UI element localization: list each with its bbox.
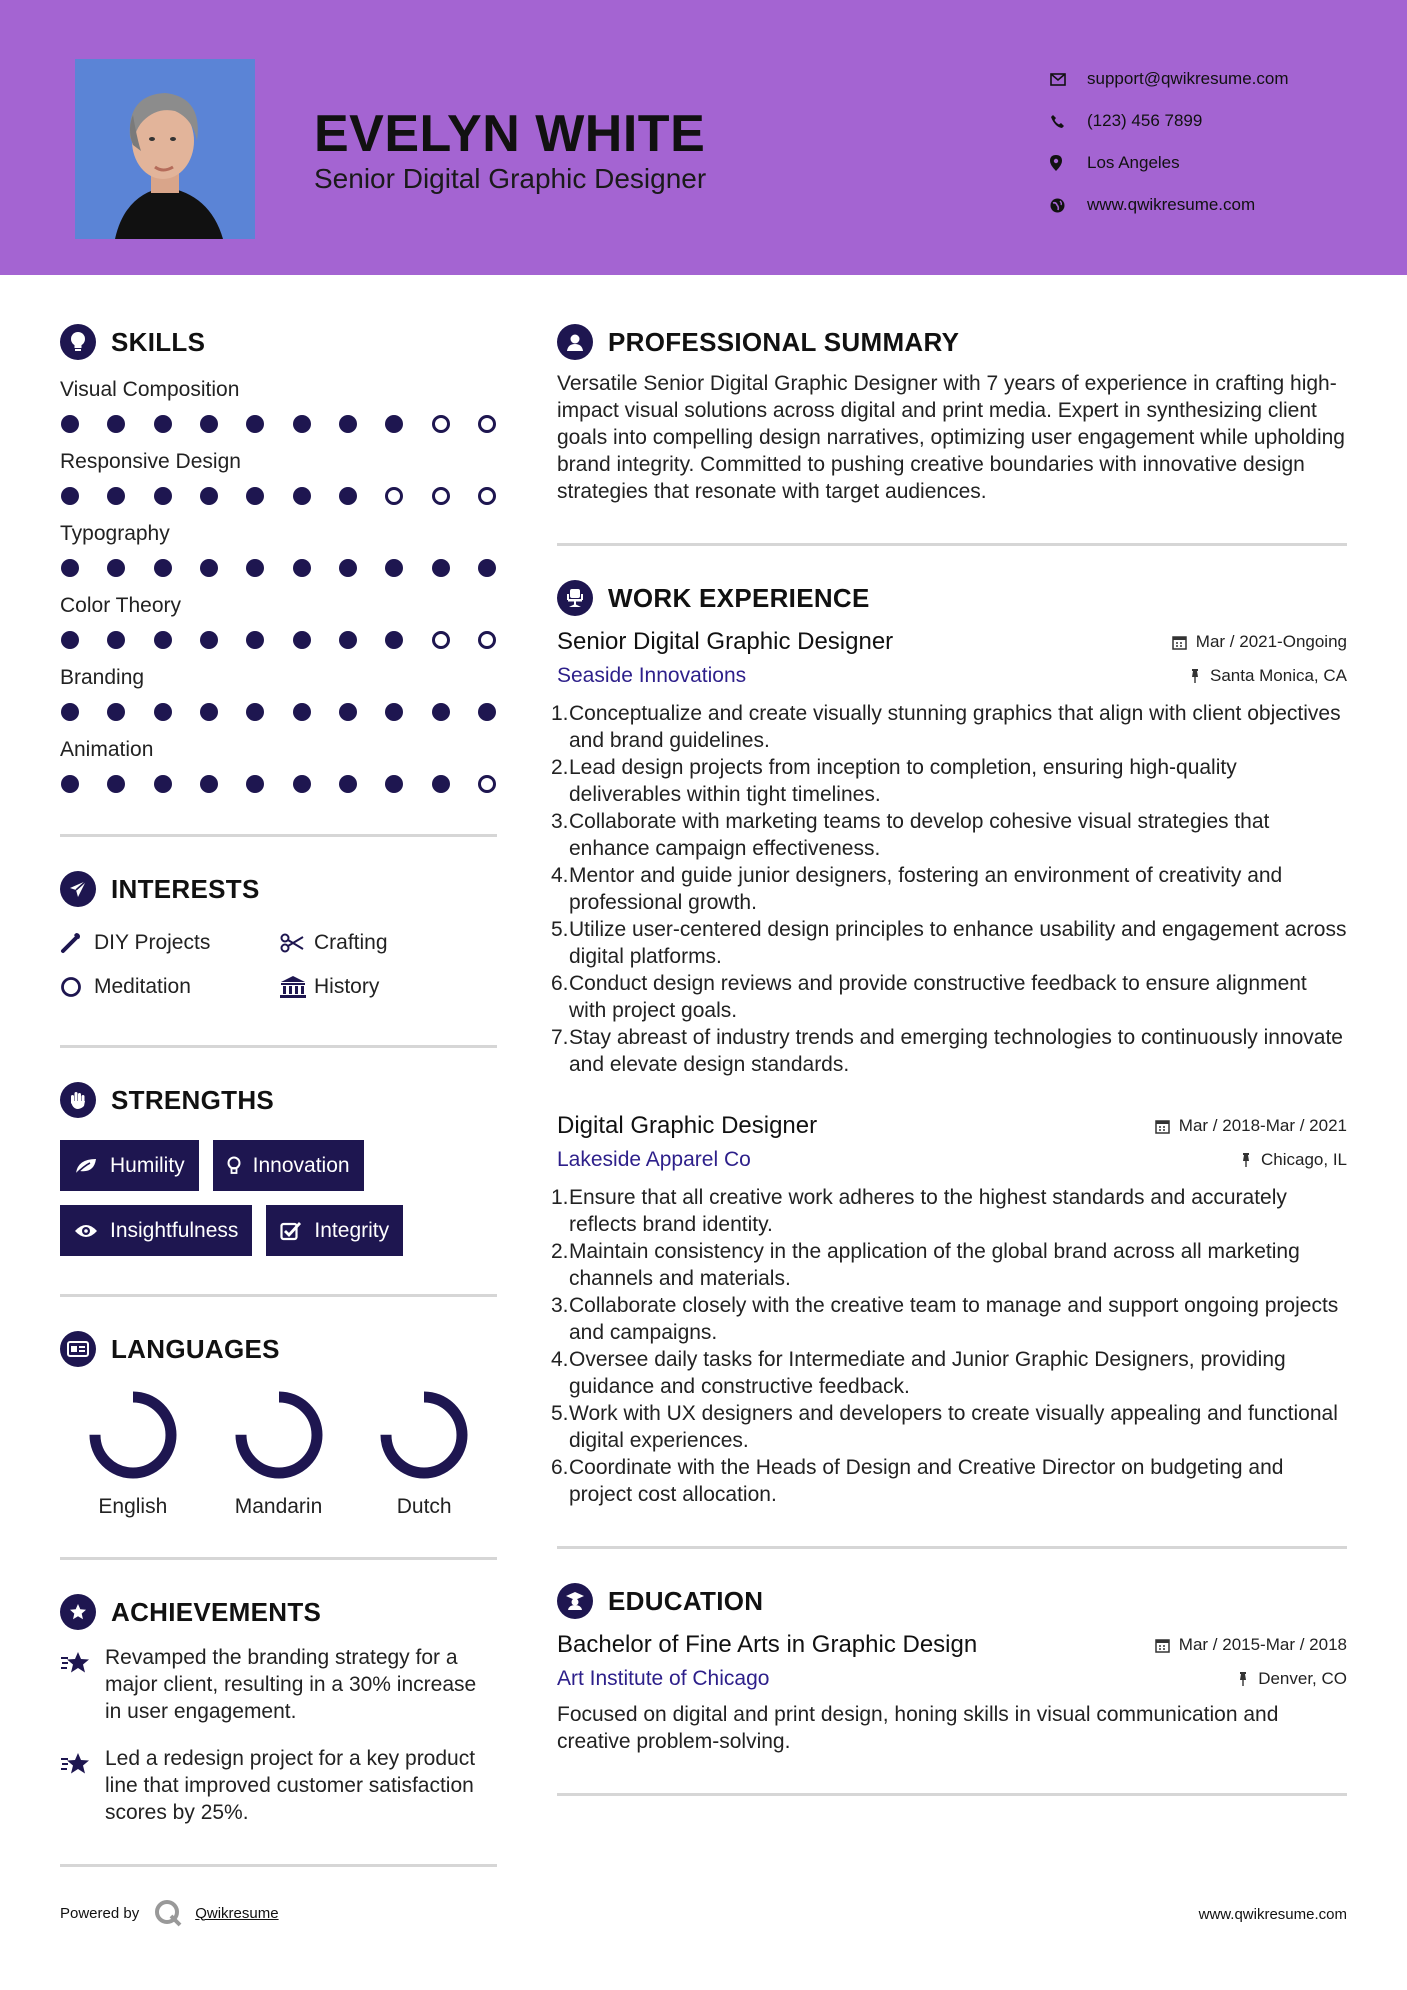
job-company: Seaside Innovations: [557, 664, 747, 687]
achievements-title: ACHIEVEMENTS: [111, 1596, 322, 1627]
rating-dot-filled: [61, 631, 79, 649]
job-dates: Mar / 2018-Mar / 2021: [1155, 1116, 1347, 1136]
museum-icon: [280, 975, 314, 999]
calendar-icon: [1155, 1638, 1170, 1653]
rating-dot-filled: [385, 559, 403, 577]
list-item: 3. Collaborate closely with the creative team to manage and support ongoing projects and campaigns.: [551, 1294, 1339, 1344]
skill-name: Branding: [60, 666, 145, 689]
strength-tag-innovation: Innovation: [213, 1140, 364, 1191]
list-item: 6. Conduct design reviews and provide constructive feedback to ensure alignment with project goals.: [551, 972, 1307, 1022]
rating-dot-filled: [432, 775, 450, 793]
rating-dot-filled: [246, 487, 264, 505]
rating-dot-filled: [339, 775, 357, 793]
job-responsibilities: [551, 1184, 1347, 1508]
section-divider: [557, 543, 1347, 546]
rating-dot-empty: [478, 415, 496, 433]
degree-title: Bachelor of Fine Arts in Graphic Design: [557, 1631, 978, 1658]
rating-dot-filled: [339, 559, 357, 577]
rating-dot-filled: [246, 415, 264, 433]
education-dates: Mar / 2015-Mar / 2018: [1155, 1635, 1347, 1655]
job-company: Lakeside Apparel Co: [557, 1148, 751, 1171]
interest-history: History: [280, 973, 497, 1001]
rating-dot-filled: [154, 487, 172, 505]
rating-dot-filled: [339, 487, 357, 505]
rating-dot-filled: [154, 775, 172, 793]
rating-dot-filled: [107, 415, 125, 433]
rating-dot-filled: [154, 703, 172, 721]
interest-meditation: Meditation: [60, 973, 280, 1001]
paper-plane-icon: [60, 871, 96, 907]
phone-icon: [1050, 114, 1087, 129]
languages-list: [60, 1389, 497, 1519]
rating-dot-filled: [339, 703, 357, 721]
interest-crafting: Crafting: [280, 929, 497, 957]
experience-section: [551, 576, 1347, 1549]
summary-title: PROFESSIONAL SUMMARY: [608, 326, 960, 357]
qwikresume-logo-icon: [153, 1898, 183, 1928]
envelope-icon: [1050, 73, 1087, 86]
rating-dot-filled: [200, 487, 218, 505]
circle-icon: [60, 976, 94, 998]
wrench-icon: [60, 932, 94, 954]
list-item: 1. Ensure that all creative work adheres to the highest standards and accurately reflects brand identity.: [551, 1186, 1287, 1236]
profile-photo: [75, 59, 255, 239]
graduate-icon: [557, 1583, 593, 1619]
achievements-section: [60, 1590, 497, 1867]
language-ring: [233, 1389, 325, 1481]
user-icon: [557, 324, 593, 360]
rating-dot-filled: [107, 559, 125, 577]
achievement-item: Revamped the branding strategy for a major client, resulting in a 30% increase in user engagement.: [60, 1644, 497, 1725]
skill-rating: [60, 700, 497, 724]
rating-dot-filled: [154, 631, 172, 649]
rating-dot-filled: [293, 559, 311, 577]
calendar-icon: [1155, 1119, 1170, 1134]
achievement-item: Led a redesign project for a key product line that improved customer satisfaction scores by 25%.: [60, 1745, 497, 1826]
education-title: EDUCATION: [608, 1585, 764, 1616]
skill-name: Visual Composition: [60, 378, 240, 401]
rating-dot-filled: [61, 703, 79, 721]
rating-dot-filled: [200, 415, 218, 433]
language-item: [351, 1389, 497, 1519]
rating-dot-filled: [293, 415, 311, 433]
education-description: Focused on digital and print design, honing skills in visual communication and creative problem-solving.: [557, 1703, 1279, 1753]
rating-dot-filled: [293, 775, 311, 793]
rating-dot-filled: [154, 415, 172, 433]
rating-dot-filled: [246, 559, 264, 577]
section-divider: [60, 1294, 497, 1297]
rating-dot-filled: [385, 775, 403, 793]
job-location: Chicago, IL: [1240, 1150, 1347, 1170]
skill-rating: [60, 556, 497, 580]
section-divider: [60, 1045, 497, 1048]
footer-powered-by: Powered by Qwikresume: [60, 1898, 279, 1928]
interests-title: INTERESTS: [111, 873, 260, 904]
checkbox-icon: [280, 1221, 302, 1241]
skill-name: Responsive Design: [60, 450, 241, 473]
skill-rating: [60, 628, 497, 652]
skill-rating: [60, 412, 497, 436]
rating-dot-filled: [200, 775, 218, 793]
rating-dot-filled: [246, 775, 264, 793]
skills-list: [60, 378, 497, 796]
contact-list: [1050, 58, 1289, 226]
globe-icon: [1050, 198, 1087, 213]
skill-name: Color Theory: [60, 594, 181, 617]
rating-dot-filled: [293, 703, 311, 721]
education-section: [557, 1579, 1347, 1796]
job-location: Santa Monica, CA: [1189, 666, 1347, 686]
candidate-name: EVELYN WHITE: [314, 105, 706, 163]
rating-dot-filled: [385, 631, 403, 649]
language-ring: [378, 1389, 470, 1481]
list-item: 7. Stay abreast of industry trends and emerging technologies to continuously innovate and elevate design standards.: [551, 1026, 1343, 1076]
job-responsibilities: [551, 700, 1347, 1078]
interests-section: [60, 867, 497, 1048]
rating-dot-empty: [478, 631, 496, 649]
list-item: 2. Maintain consistency in the application of the global brand across all marketing channels and materials.: [551, 1240, 1300, 1290]
summary-text: Versatile Senior Digital Graphic Designer with 7 years of experience in crafting high-impact visual solutions across digital and print media. Expert in synthesizing client goals into compelling design narratives, optimizing user engagement while upholding brand integrity. Committed to pushing creative boundaries with innovative design strategies that resonate with target audiences.: [557, 372, 1345, 503]
list-item: 4. Mentor and guide junior designers, fostering an environment of creativity and professional growth.: [551, 864, 1283, 914]
rating-dot-empty: [478, 487, 496, 505]
rating-dot-filled: [293, 487, 311, 505]
star-icon: [60, 1745, 105, 1826]
rating-dot-filled: [200, 703, 218, 721]
rating-dot-filled: [385, 703, 403, 721]
job-title: Digital Graphic Designer: [557, 1112, 818, 1139]
rating-dot-empty: [432, 415, 450, 433]
rating-dot-filled: [200, 631, 218, 649]
contact-email[interactable]: support@qwikresume.com: [1050, 58, 1289, 100]
language-level-arc: [95, 1397, 171, 1473]
job-entry: [551, 628, 1347, 1078]
rating-dot-filled: [478, 559, 496, 577]
rating-dot-empty: [478, 775, 496, 793]
list-item: 6. Coordinate with the Heads of Design and Creative Director on budgeting and project cost allocation.: [551, 1456, 1284, 1506]
rating-dot-filled: [432, 703, 450, 721]
qwikresume-link[interactable]: Qwikresume: [195, 1904, 279, 1922]
language-name: Mandarin: [234, 1495, 323, 1518]
experience-title: WORK EXPERIENCE: [608, 582, 870, 613]
strength-tag-insightfulness: Insightfulness: [60, 1205, 252, 1256]
rating-dot-filled: [293, 631, 311, 649]
rating-dot-filled: [200, 559, 218, 577]
skill-name: Typography: [60, 522, 170, 545]
language-name: Dutch: [396, 1495, 452, 1518]
language-item: [206, 1389, 352, 1519]
footer-website[interactable]: www.qwikresume.com: [1198, 1906, 1347, 1923]
pushpin-icon: [1237, 1671, 1249, 1687]
right-column: [551, 320, 1347, 1796]
rating-dot-filled: [107, 703, 125, 721]
language-level-arc: [386, 1397, 462, 1473]
section-divider: [60, 1557, 497, 1560]
rating-dot-empty: [432, 631, 450, 649]
strengths-title: STRENGTHS: [111, 1084, 275, 1115]
contact-location: Los Angeles: [1050, 142, 1289, 184]
job-title: Senior Digital Graphic Designer: [557, 628, 894, 655]
languages-title: LANGUAGES: [111, 1333, 280, 1364]
rating-dot-filled: [339, 415, 357, 433]
pushpin-icon: [1189, 668, 1201, 684]
skill-name: Animation: [60, 738, 154, 761]
language-ring: [87, 1389, 179, 1481]
rating-dot-filled: [61, 487, 79, 505]
rating-dot-empty: [432, 487, 450, 505]
hand-icon: [60, 1082, 96, 1118]
list-item: 1. Conceptualize and create visually stunning graphics that align with client objectives and brand guidelines.: [551, 702, 1341, 752]
pushpin-icon: [1240, 1152, 1252, 1168]
star-icon: [60, 1644, 105, 1725]
strength-tag-humility: Humility: [60, 1140, 199, 1191]
section-divider: [60, 1864, 497, 1867]
leaf-icon: [74, 1157, 98, 1175]
rating-dot-filled: [107, 631, 125, 649]
section-divider: [557, 1546, 1347, 1549]
rating-dot-filled: [107, 775, 125, 793]
strength-tag-integrity: Integrity: [266, 1205, 403, 1256]
id-card-icon: [60, 1331, 96, 1367]
strengths-section: [60, 1078, 497, 1297]
list-item: 2. Lead design projects from inception to completion, ensuring high-quality deliverables within tight timelines.: [551, 756, 1237, 806]
lightbulb-icon: [227, 1156, 241, 1176]
section-divider: [60, 834, 497, 837]
left-column: [60, 320, 497, 1867]
rating-dot-filled: [246, 703, 264, 721]
office-chair-icon: [557, 580, 593, 616]
rating-dot-filled: [154, 559, 172, 577]
eye-icon: [74, 1223, 98, 1239]
language-item: [60, 1389, 206, 1519]
rating-dot-filled: [385, 415, 403, 433]
contact-website[interactable]: www.qwikresume.com: [1050, 184, 1289, 226]
skills-title: SKILLS: [111, 326, 206, 357]
resume-header: [0, 0, 1407, 275]
rating-dot-filled: [246, 631, 264, 649]
interest-diy-projects: DIY Projects: [60, 929, 280, 957]
list-item: 5. Utilize user-centered design principles to enhance usability and engagement across digital platforms.: [551, 918, 1347, 968]
rating-dot-filled: [61, 775, 79, 793]
candidate-title: Senior Digital Graphic Designer: [314, 163, 707, 194]
languages-section: [60, 1327, 497, 1560]
list-item: 5. Work with UX designers and developers to create visually appealing and functional digital experiences.: [551, 1402, 1338, 1452]
rating-dot-empty: [385, 487, 403, 505]
list-item: 3. Collaborate with marketing teams to develop cohesive visual strategies that enhance campaign effectiveness.: [551, 810, 1270, 860]
rating-dot-filled: [61, 559, 79, 577]
lightbulb-icon: [60, 324, 96, 360]
section-divider: [557, 1793, 1347, 1796]
job-entry: [551, 1112, 1347, 1508]
summary-section: [557, 320, 1347, 546]
language-name: English: [98, 1495, 168, 1518]
calendar-icon: [1172, 635, 1187, 650]
scissors-icon: [280, 933, 314, 953]
rating-dot-filled: [61, 415, 79, 433]
contact-phone[interactable]: (123) 456 7899: [1050, 100, 1289, 142]
rating-dot-filled: [339, 631, 357, 649]
job-dates: Mar / 2021-Ongoing: [1172, 632, 1347, 652]
skills-section: [60, 320, 497, 837]
rating-dot-filled: [478, 703, 496, 721]
language-level-arc: [241, 1397, 317, 1473]
skill-rating: [60, 772, 497, 796]
map-pin-icon: [1050, 155, 1087, 171]
list-item: 4. Oversee daily tasks for Intermediate and Junior Graphic Designers, providing guidance and constructive feedback.: [551, 1348, 1286, 1398]
education-location: Denver, CO: [1237, 1669, 1347, 1689]
skill-rating: [60, 484, 497, 508]
star-badge-icon: [60, 1594, 96, 1630]
rating-dot-filled: [432, 559, 450, 577]
rating-dot-filled: [107, 487, 125, 505]
school-name: Art Institute of Chicago: [557, 1667, 770, 1690]
